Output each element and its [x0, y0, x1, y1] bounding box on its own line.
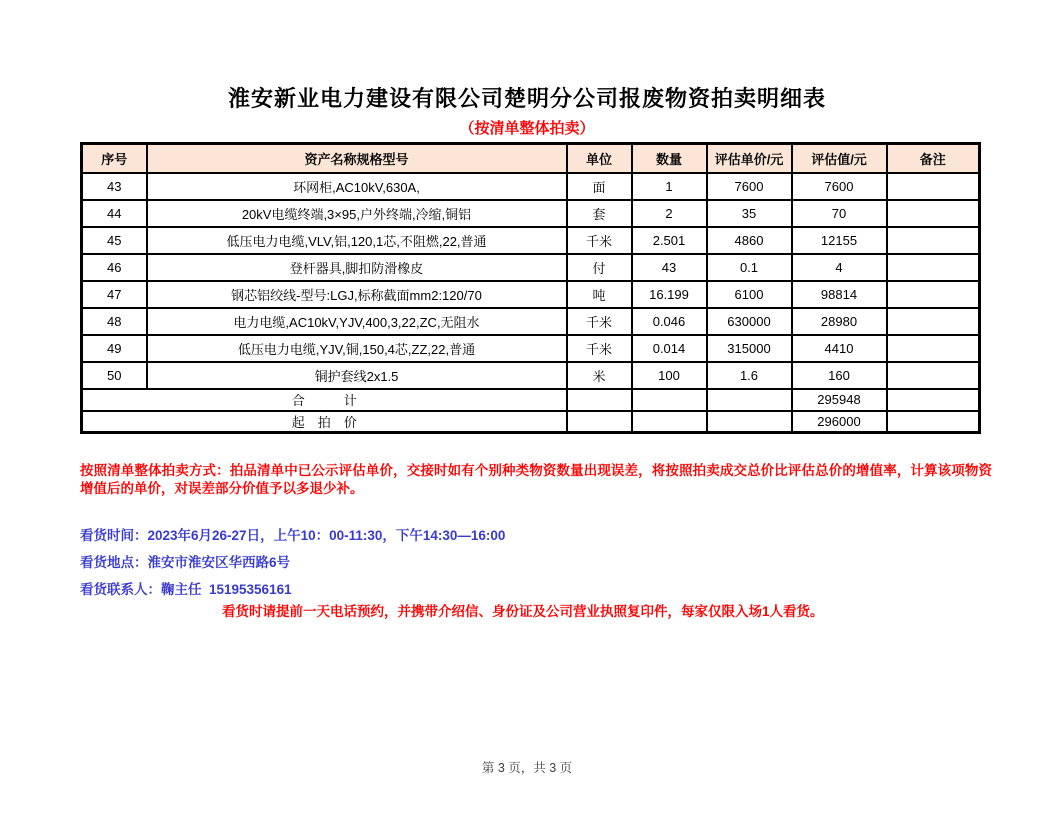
page-title: 淮安新业电力建设有限公司楚明分公司报废物资拍卖明细表	[227, 86, 826, 111]
cell-name: 钢芯铝绞线-型号:LGJ,标称截面mm2:120/70	[147, 281, 567, 308]
auction-method-note: 按照清单整体拍卖方式：拍品清单中已公示评估单价，交接时如有个别种类物资数量出现误差，将按照拍卖成交总价比评估总价的增值率，计算该项物资增值后的单价，对误差部分价值予以多退少补。	[80, 463, 992, 496]
cell-qty: 43	[632, 254, 707, 281]
table-row	[82, 254, 980, 281]
summary-cell-qty	[632, 411, 707, 433]
cell-unit_price: 315000	[707, 335, 792, 362]
cell-value: 28980	[792, 308, 887, 335]
cell-unit: 吨	[567, 281, 632, 308]
table-row	[82, 335, 980, 362]
summary-label: 起 拍 价	[82, 411, 567, 433]
summary-cell-value: 296000	[792, 411, 887, 433]
column-header: 资产名称规格型号	[147, 144, 567, 173]
cell-unit_price: 4860	[707, 227, 792, 254]
cell-remark	[887, 200, 980, 227]
header-row	[82, 144, 980, 173]
table-row	[82, 362, 980, 389]
column-header: 评估值/元	[792, 144, 887, 173]
cell-value: 4410	[792, 335, 887, 362]
summary-cell-value: 295948	[792, 389, 887, 411]
cell-name: 电力电缆,AC10kV,YJV,400,3,22,ZC,无阻水	[147, 308, 567, 335]
summary-cell-unit_price	[707, 411, 792, 433]
cell-unit_price: 1.6	[707, 362, 792, 389]
cell-no: 50	[82, 362, 147, 389]
column-header: 评估单价/元	[707, 144, 792, 173]
cell-qty: 100	[632, 362, 707, 389]
cell-unit: 套	[567, 200, 632, 227]
cell-name: 低压电力电缆,YJV,铜,150,4芯,ZZ,22,普通	[147, 335, 567, 362]
cell-name: 环网柜,AC10kV,630A,	[147, 173, 567, 200]
cell-unit: 千米	[567, 227, 632, 254]
page-subtitle: （按清单整体拍卖）	[459, 120, 595, 137]
cell-no: 45	[82, 227, 147, 254]
cell-qty: 1	[632, 173, 707, 200]
summary-row	[82, 411, 980, 433]
table-row	[82, 227, 980, 254]
cell-remark	[887, 308, 980, 335]
summary-cell-unit_price	[707, 389, 792, 411]
cell-qty: 0.014	[632, 335, 707, 362]
table-header	[82, 144, 980, 173]
cell-name: 铜护套线2x1.5	[147, 362, 567, 389]
cell-remark	[887, 173, 980, 200]
table-body	[82, 173, 980, 433]
cell-unit_price: 35	[707, 200, 792, 227]
table-row	[82, 200, 980, 227]
column-header: 数量	[632, 144, 707, 173]
cell-name: 20kV电缆终端,3×95,户外终端,冷缩,铜铝	[147, 200, 567, 227]
cell-unit: 付	[567, 254, 632, 281]
cell-unit_price: 7600	[707, 173, 792, 200]
summary-cell-remark	[887, 389, 980, 411]
viewing-location: 看货地点：淮安市淮安区华西路6号	[80, 555, 291, 570]
cell-remark	[887, 254, 980, 281]
cell-qty: 16.199	[632, 281, 707, 308]
cell-qty: 2	[632, 200, 707, 227]
cell-value: 70	[792, 200, 887, 227]
column-header: 序号	[82, 144, 147, 173]
summary-label: 合 计	[82, 389, 567, 411]
cell-no: 44	[82, 200, 147, 227]
cell-unit: 千米	[567, 335, 632, 362]
summary-cell-remark	[887, 411, 980, 433]
cell-no: 48	[82, 308, 147, 335]
summary-cell-unit	[567, 411, 632, 433]
cell-remark	[887, 227, 980, 254]
cell-remark	[887, 362, 980, 389]
cell-remark	[887, 335, 980, 362]
auction-items-table	[80, 142, 981, 434]
table-row	[82, 308, 980, 335]
cell-name: 低压电力电缆,VLV,铝,120,1芯,不阻燃,22,普通	[147, 227, 567, 254]
table-row	[82, 281, 980, 308]
cell-value: 4	[792, 254, 887, 281]
cell-unit: 面	[567, 173, 632, 200]
cell-qty: 2.501	[632, 227, 707, 254]
appointment-note: 看货时请提前一天电话预约，并携带介绍信、身份证及公司营业执照复印件，每家仅限入场1人看货。	[222, 604, 824, 619]
cell-value: 160	[792, 362, 887, 389]
cell-no: 49	[82, 335, 147, 362]
cell-no: 43	[82, 173, 147, 200]
cell-qty: 0.046	[632, 308, 707, 335]
page-number-footer: 第 3 页，共 3 页	[481, 761, 573, 775]
cell-unit_price: 630000	[707, 308, 792, 335]
column-header: 备注	[887, 144, 980, 173]
cell-unit_price: 0.1	[707, 254, 792, 281]
column-header: 单位	[567, 144, 632, 173]
table-row	[82, 173, 980, 200]
cell-unit: 米	[567, 362, 632, 389]
summary-cell-qty	[632, 389, 707, 411]
cell-no: 46	[82, 254, 147, 281]
summary-cell-unit	[567, 389, 632, 411]
cell-value: 7600	[792, 173, 887, 200]
cell-unit_price: 6100	[707, 281, 792, 308]
cell-name: 登杆器具,脚扣防滑橡皮	[147, 254, 567, 281]
summary-row	[82, 389, 980, 411]
cell-remark	[887, 281, 980, 308]
cell-no: 47	[82, 281, 147, 308]
cell-unit: 千米	[567, 308, 632, 335]
viewing-time: 看货时间：2023年6月26-27日，上午10：00-11:30，下午14:30—16:00	[80, 528, 506, 543]
cell-value: 98814	[792, 281, 887, 308]
viewing-contact: 看货联系人：鞠主任 15195356161	[80, 582, 292, 597]
cell-value: 12155	[792, 227, 887, 254]
